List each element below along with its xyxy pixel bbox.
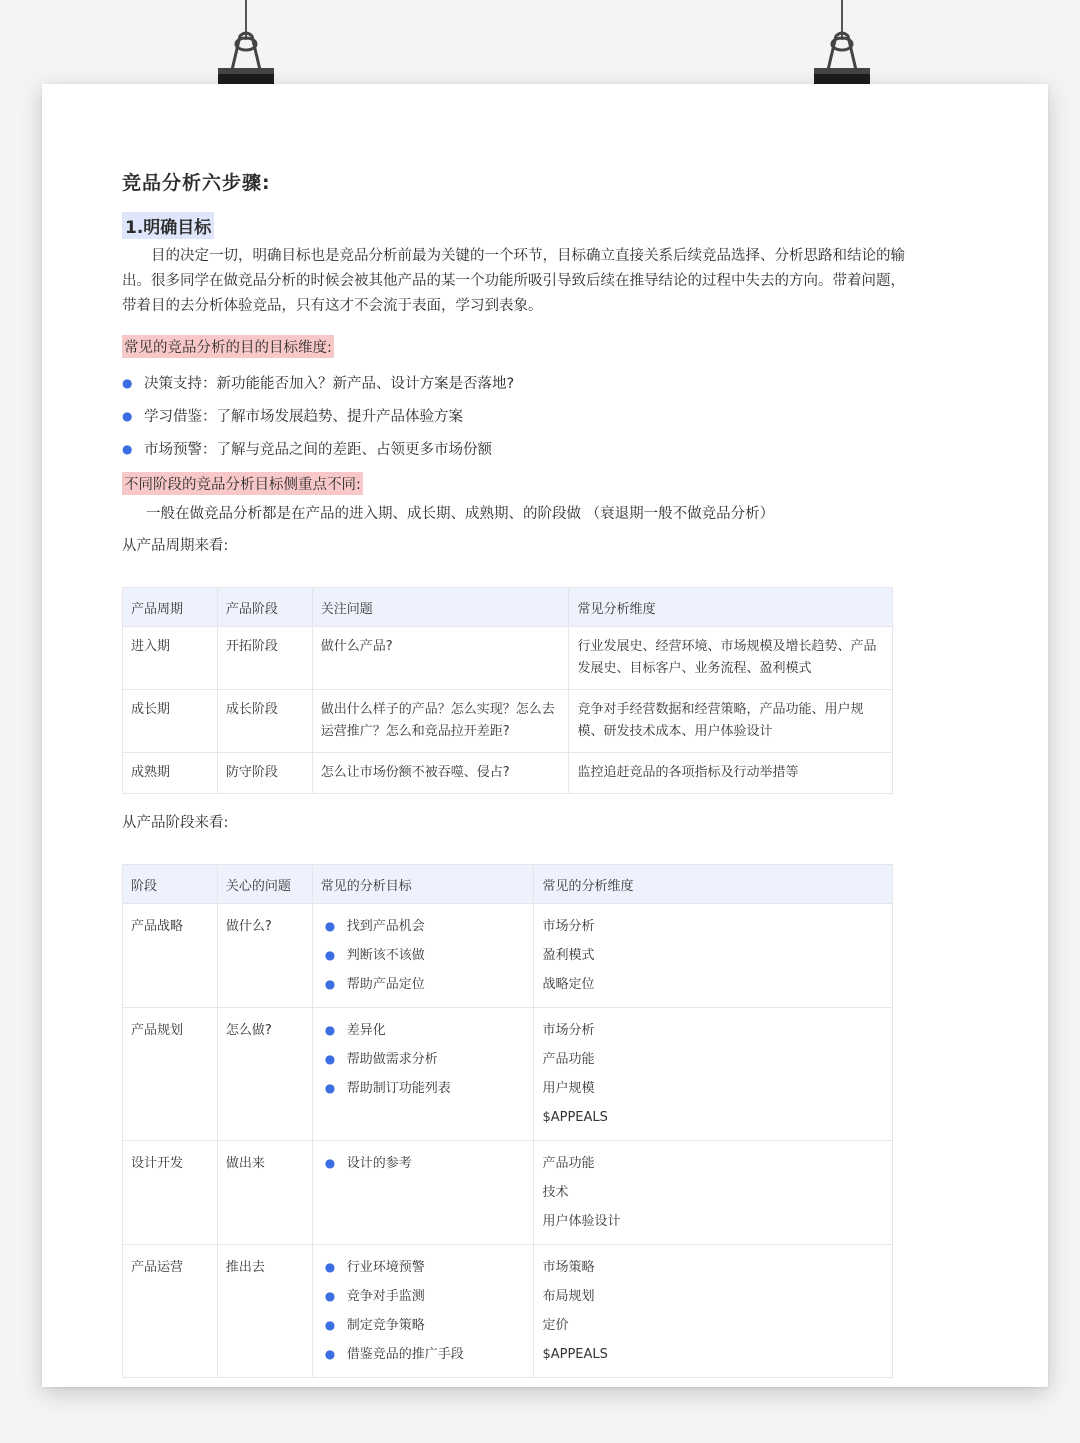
dimension-item: 市场分析 [542, 919, 595, 934]
bullet-dot-icon: ● [324, 1318, 336, 1332]
dimension-item: 定价 [542, 1318, 569, 1333]
table-header: 关心的问题 [217, 865, 312, 904]
table-header: 产品周期 [123, 588, 218, 627]
list-item: ● 设计的参考 [321, 1149, 526, 1178]
table-cell: 做出什么样子的产品？怎么实现？怎么去运营推广？怎么和竞品拉开差距? [312, 690, 569, 753]
list-item: ● 帮助制订功能列表 [321, 1074, 526, 1103]
table-cell: 行业发展史、经营环境、市场规模及增长趋势、产品发展史、目标客户、业务流程、盈利模式 [569, 627, 893, 690]
dimension-item: 盈利模式 [542, 948, 595, 963]
bullet-dot-icon: ● [122, 441, 133, 456]
list-item: ● 行业环境预警 [321, 1253, 526, 1282]
list-item: ● 学习借鉴：了解市场发展趋势、提升产品体验方案 [122, 408, 463, 425]
table-header: 产品阶段 [217, 588, 312, 627]
dimension-item: $APPEALS [542, 1347, 608, 1362]
table-cell [534, 1008, 893, 1141]
product-phase-table [122, 864, 893, 1378]
table-row [123, 904, 893, 1008]
table-cell: 怎么做? [217, 1008, 312, 1141]
table-cell: 进入期 [123, 627, 218, 690]
bullet-dot-icon: ● [324, 1289, 336, 1303]
dimension-item: 用户体验设计 [542, 1214, 621, 1229]
dimension-item: 产品功能 [542, 1156, 595, 1171]
list-item: ● 决策支持：新功能能否加入？新产品、设计方案是否落地? [122, 375, 515, 392]
dimension-item: 市场策略 [542, 1260, 595, 1275]
list-item: ● 找到产品机会 [321, 912, 526, 941]
goal-list [321, 1149, 526, 1178]
list-item: ● 帮助做需求分析 [321, 1045, 526, 1074]
phase-caption: 从产品阶段来看: [122, 815, 229, 831]
goals-label: 常见的竞品分析的目的目标维度: [122, 335, 334, 358]
table-cell [312, 1008, 534, 1141]
table-cell [534, 1141, 893, 1245]
table-cell: 开拓阶段 [217, 627, 312, 690]
table-cell: 产品战略 [123, 904, 218, 1008]
stages-label: 不同阶段的竞品分析目标侧重点不同: [122, 472, 363, 495]
table-cell: 做什么产品? [312, 627, 569, 690]
table-cell [534, 1245, 893, 1378]
bullet-dot-icon: ● [324, 948, 336, 962]
list-item: ● 借鉴竞品的推广手段 [321, 1340, 526, 1369]
table-header-row [123, 865, 893, 904]
table-cell [312, 904, 534, 1008]
table-cell: 成熟期 [123, 753, 218, 794]
bullet-dot-icon: ● [324, 1052, 336, 1066]
table-cell [312, 1245, 534, 1378]
goal-list [321, 1016, 526, 1103]
dimension-item: 产品功能 [542, 1052, 595, 1067]
goal-list [321, 912, 526, 999]
bullet-dot-icon: ● [324, 1156, 336, 1170]
bullet-dot-icon: ● [324, 977, 336, 991]
table-header: 阶段 [123, 865, 218, 904]
table-cell: 做出来 [217, 1141, 312, 1245]
table-row [123, 753, 893, 794]
table-cell: 监控追赶竞品的各项指标及行动举措等 [569, 753, 893, 794]
bullet-dot-icon: ● [122, 375, 133, 390]
table-header: 常见的分析目标 [312, 865, 534, 904]
table-row [123, 1141, 893, 1245]
page-title: 竞品分析六步骤: [122, 172, 271, 194]
table-row [123, 1245, 893, 1378]
section-heading: 1.明确目标 [122, 212, 214, 239]
table-header: 关注问题 [312, 588, 569, 627]
table-cell: 竞争对手经营数据和经营策略，产品功能、用户规模、研发技术成本、用户体验设计 [569, 690, 893, 753]
dimension-item: 用户规模 [542, 1081, 595, 1096]
bullet-dot-icon: ● [324, 1347, 336, 1361]
list-item: ● 制定竞争策略 [321, 1311, 526, 1340]
stages-intro: 一般在做竞品分析都是在产品的进入期、成长期、成熟期、的阶段做 （衰退期一般不做竞品分析） [146, 506, 775, 522]
table-header: 常见分析维度 [569, 588, 893, 627]
list-item: ● 帮助产品定位 [321, 970, 526, 999]
table-cell: 推出去 [217, 1245, 312, 1378]
table-cell: 成长阶段 [217, 690, 312, 753]
table-cell: 产品运营 [123, 1245, 218, 1378]
bullet-dot-icon: ● [324, 1023, 336, 1037]
bullet-dot-icon: ● [324, 919, 336, 933]
list-item: ● 市场预警：了解与竞品之间的差距、占领更多市场份额 [122, 441, 492, 458]
dimension-item: 市场分析 [542, 1023, 595, 1038]
table-row [123, 1008, 893, 1141]
document-page [42, 84, 1048, 1387]
table-cell: 设计开发 [123, 1141, 218, 1245]
dimension-item: 布局规划 [542, 1289, 595, 1304]
table-cell: 产品规划 [123, 1008, 218, 1141]
bullet-dot-icon: ● [324, 1260, 336, 1274]
dimension-item: 战略定位 [542, 977, 595, 992]
table-row [123, 627, 893, 690]
table-header-row [123, 588, 893, 627]
cycle-caption: 从产品周期来看: [122, 538, 229, 554]
table-row [123, 690, 893, 753]
list-item: ● 竞争对手监测 [321, 1282, 526, 1311]
dimension-item: 技术 [542, 1185, 569, 1200]
bullet-dot-icon: ● [122, 408, 133, 423]
list-item: ● 判断该不该做 [321, 941, 526, 970]
table-cell: 成长期 [123, 690, 218, 753]
table-cell: 做什么? [217, 904, 312, 1008]
table-cell: 怎么让市场份额不被吞噬、侵占? [312, 753, 569, 794]
section-paragraph: 目的决定一切，明确目标也是竞品分析前最为关键的一个环节，目标确立直接关系后续竞品选择、分析思路和结论的输出。很多同学在做竞品分析的时候会被其他产品的某一个功能所吸引导致后续在推导结论的过程中失去的方向。带着问题，带着目的去分析体验竞品，只有这才不会流于表面，学习到表象。 [122, 248, 905, 314]
table-cell [534, 904, 893, 1008]
dimension-item: $APPEALS [542, 1110, 608, 1125]
goals-list [122, 366, 514, 465]
bullet-dot-icon: ● [324, 1081, 336, 1095]
product-cycle-table [122, 587, 893, 794]
goal-list [321, 1253, 526, 1369]
table-cell [312, 1141, 534, 1245]
list-item: ● 差异化 [321, 1016, 526, 1045]
table-cell: 防守阶段 [217, 753, 312, 794]
table-header: 常见的分析维度 [534, 865, 893, 904]
